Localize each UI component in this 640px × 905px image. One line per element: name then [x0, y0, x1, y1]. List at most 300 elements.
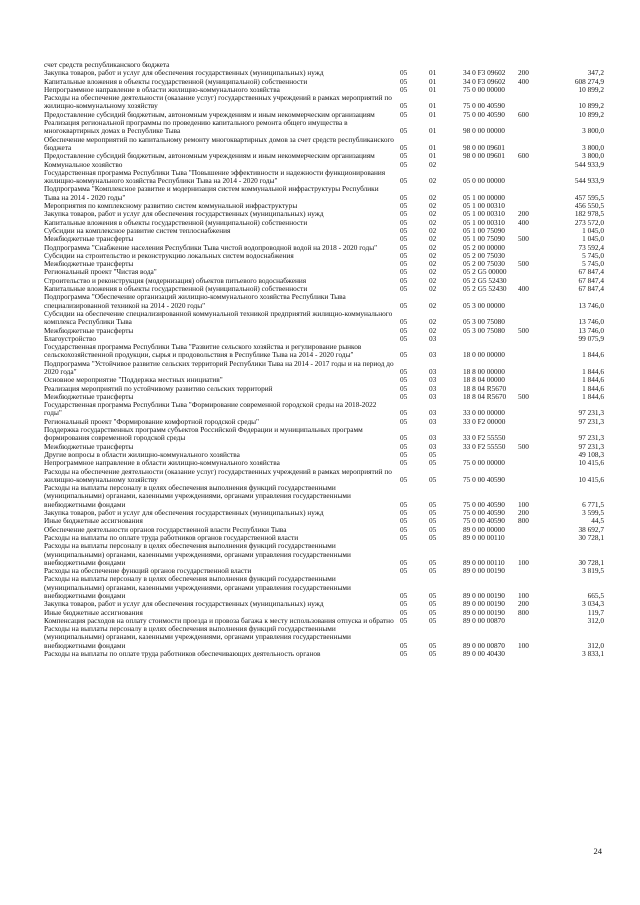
- row-rz: 05: [400, 441, 408, 451]
- row-vr: 100: [518, 591, 529, 600]
- row-name: Расходы на выплаты персоналу в целях обеспечения выполнения функций государственными (муниципальными) органами, казенными учреждениями, органами управления государственными внебюджетными фондами: [44, 574, 351, 600]
- row-sum: 73 592,4: [578, 242, 604, 252]
- table-row: [44, 136, 612, 153]
- page-number: 24: [593, 846, 602, 856]
- row-name: Иные бюджетные ассигнования: [44, 517, 143, 526]
- row-rz: 05: [400, 458, 408, 468]
- row-rz: 05: [400, 209, 408, 219]
- row-cs: 05 1 00 00310: [463, 201, 505, 211]
- row-cs: 75 0 00 40590: [463, 508, 505, 518]
- row-pr: 05: [429, 458, 437, 468]
- row-rz: 05: [400, 499, 408, 509]
- row-vr: 600: [518, 151, 529, 161]
- row-name: Межбюджетные трансферты: [44, 235, 134, 244]
- row-cs: 05 1 00 75090: [463, 225, 505, 235]
- row-sum: 3 819,5: [582, 566, 604, 576]
- row-sum: 1 045,0: [582, 225, 604, 235]
- row-cs: 05 3 00 00000: [463, 300, 505, 310]
- row-vr: 400: [518, 76, 529, 86]
- row-rz: 05: [400, 76, 408, 86]
- row-sum: 182 978,5: [574, 209, 604, 219]
- row-name: Региональный проект "Чистая вода": [44, 268, 157, 277]
- row-name: Строительство и реконструкция (модернизация) объектов питьевого водоснабжения: [44, 276, 307, 285]
- row-rz: 05: [400, 151, 408, 161]
- row-cs: 05 3 00 75080: [463, 317, 505, 327]
- row-vr: 500: [518, 391, 529, 401]
- row-rz: 05: [400, 300, 408, 310]
- table-row: [44, 625, 612, 650]
- row-sum: 312,0: [587, 615, 604, 625]
- row-cs: 33 0 00 00000: [463, 408, 505, 418]
- row-cs: 05 1 00 00310: [463, 209, 505, 219]
- row-sum: 97 231,3: [578, 416, 604, 426]
- table-row: [44, 451, 612, 459]
- table-row: [44, 575, 612, 600]
- row-cs: 89 0 00 00190: [463, 566, 505, 576]
- row-sum: 67 847,4: [578, 284, 604, 294]
- row-cs: 89 0 00 00190: [463, 599, 505, 609]
- row-vr: 600: [518, 109, 529, 119]
- row-rz: 05: [400, 566, 408, 576]
- row-name: Капитальные вложения в объекты государственной (муниципальной) собственности: [44, 218, 308, 227]
- table-row: [44, 360, 612, 377]
- row-pr: 03: [429, 391, 437, 401]
- row-name: Реализация мероприятий по устойчивому развитию сельских территорий: [44, 384, 273, 393]
- row-vr: 800: [518, 516, 529, 526]
- row-rz: 05: [400, 557, 408, 567]
- row-pr: 03: [429, 366, 437, 376]
- row-pr: 03: [429, 383, 437, 393]
- table-row: [44, 119, 612, 136]
- row-vr: 200: [518, 209, 529, 219]
- row-pr: 05: [429, 607, 437, 617]
- row-cs: 89 0 00 00870: [463, 640, 505, 650]
- row-pr: 02: [429, 275, 437, 285]
- row-name: Расходы на выплаты по оплате труда работников обеспечивающих деятельность органов: [44, 650, 321, 659]
- row-sum: 44,5: [591, 516, 604, 526]
- row-cs: 34 0 F3 09602: [463, 76, 506, 86]
- table-row: [44, 310, 612, 327]
- row-cs: 89 0 00 00190: [463, 607, 505, 617]
- row-sum: 49 108,3: [578, 449, 604, 459]
- row-cs: 89 0 00 00870: [463, 615, 505, 625]
- row-pr: 05: [429, 566, 437, 576]
- row-cs: 05 2 G5 52430: [463, 284, 507, 294]
- row-rz: 05: [400, 649, 408, 659]
- row-sum: 119,7: [587, 607, 604, 617]
- row-name: Обеспечение деятельности органов государственной власти Республики Тыва: [44, 525, 287, 534]
- row-rz: 05: [400, 142, 408, 152]
- row-pr: 02: [429, 176, 437, 186]
- row-cs: 75 0 00 40590: [463, 499, 505, 509]
- row-sum: 3 034,3: [582, 599, 604, 609]
- row-cs: 05 1 00 75090: [463, 234, 505, 244]
- budget-table: [44, 61, 612, 658]
- row-pr: 01: [429, 142, 437, 152]
- row-pr: 02: [429, 284, 437, 294]
- row-pr: 05: [429, 615, 437, 625]
- row-rz: 05: [400, 126, 408, 136]
- row-name: Компенсация расходов на оплату стоимости проезда и провоза багажа к месту использования отпуска и обратно: [44, 615, 394, 625]
- row-sum: 273 572,0: [574, 217, 604, 227]
- row-name: Расходы на выплаты персоналу в целях обеспечения выполнения функций государственными (муниципальными) органами, казенными учреждениями, органами управления государственными внебюджетными фондами: [44, 541, 351, 567]
- row-rz: 05: [400, 192, 408, 202]
- row-name: Иные бюджетные ассигнования: [44, 608, 143, 617]
- row-name: Расходы на обеспечение деятельности (оказание услуг) государственных учреждений в рамках мероприятий по жилищно-коммунальному хозяйству: [44, 93, 392, 111]
- row-name: Подпрограмма "Комплексное развитие и модернизация систем коммунальной инфраструктуры Республики Тыва на 2014 - 2020 годы": [44, 184, 379, 202]
- row-rz: 05: [400, 607, 408, 617]
- row-cs: 05 2 G5 52430: [463, 275, 507, 285]
- row-name: Региональный проект "Формирование комфортной городской среды": [44, 417, 260, 426]
- row-name: Коммунальное хозяйство: [44, 160, 123, 169]
- row-sum: 457 595,5: [574, 192, 604, 202]
- row-name: Подпрограмма "Устойчивое развитие сельских территорий Республики Тыва на 2014 - 2017 годы и на период до 2020 года": [44, 358, 394, 376]
- row-pr: 02: [429, 250, 437, 260]
- row-pr: 05: [429, 449, 437, 459]
- row-pr: 05: [429, 474, 437, 484]
- table-row: [44, 152, 612, 160]
- row-sum: 347,2: [587, 68, 604, 78]
- row-cs: 18 8 00 00000: [463, 366, 505, 376]
- row-pr: 05: [429, 640, 437, 650]
- row-sum: 97 231,3: [578, 408, 604, 418]
- row-vr: 400: [518, 217, 529, 227]
- row-sum: 99 075,9: [578, 333, 604, 343]
- row-rz: 05: [400, 159, 408, 169]
- row-rz: 05: [400, 640, 408, 650]
- table-row: [44, 443, 612, 451]
- row-pr: 02: [429, 259, 437, 269]
- row-name: Предоставление субсидий бюджетным, автономным учреждениям и иным некоммерческим организациям: [44, 151, 375, 161]
- row-sum: 6 771,5: [582, 499, 604, 509]
- row-pr: 03: [429, 350, 437, 360]
- row-sum: 67 847,4: [578, 275, 604, 285]
- row-pr: 05: [429, 524, 437, 534]
- row-pr: 02: [429, 201, 437, 211]
- row-rz: 05: [400, 201, 408, 211]
- row-cs: 05 2 00 75030: [463, 250, 505, 260]
- row-name: Основное мероприятие "Поддержка местных инициатив": [44, 376, 223, 385]
- table-row: [44, 484, 612, 509]
- table-row: [44, 526, 612, 534]
- row-name: Капитальные вложения в объекты государственной (муниципальной) собственности: [44, 285, 308, 294]
- row-sum: 67 847,4: [578, 267, 604, 277]
- row-cs: 75 0 00 40590: [463, 474, 505, 484]
- table-row: [44, 343, 612, 360]
- row-sum: 10 899,2: [578, 101, 604, 111]
- row-name: Закупка товаров, работ и услуг для обеспечения государственных (муниципальных) нужд: [44, 69, 324, 78]
- row-vr: 100: [518, 640, 529, 650]
- row-cs: 75 0 00 40590: [463, 516, 505, 526]
- row-rz: 05: [400, 284, 408, 294]
- row-pr: 03: [429, 375, 437, 385]
- row-pr: 02: [429, 242, 437, 252]
- row-pr: 02: [429, 325, 437, 335]
- row-name: Субсидии на строительство и реконструкцию локальных систем водоснабжения: [44, 251, 294, 260]
- row-vr: 200: [518, 68, 529, 78]
- row-sum: 10 899,2: [578, 84, 604, 94]
- row-pr: 05: [429, 508, 437, 518]
- row-sum: 30 728,1: [578, 532, 604, 542]
- row-cs: 18 8 04 R5670: [463, 391, 507, 401]
- row-vr: 200: [518, 599, 529, 609]
- row-rz: 05: [400, 317, 408, 327]
- row-sum: 1 844,6: [582, 375, 604, 385]
- row-pr: 02: [429, 159, 437, 169]
- row-cs: 98 0 00 09601: [463, 142, 505, 152]
- row-rz: 05: [400, 615, 408, 625]
- row-rz: 05: [400, 84, 408, 94]
- row-sum: 97 231,3: [578, 441, 604, 451]
- table-row: [44, 650, 612, 658]
- row-rz: 05: [400, 275, 408, 285]
- row-name: Благоустройство: [44, 334, 96, 343]
- row-vr: 500: [518, 325, 529, 335]
- row-rz: 05: [400, 217, 408, 227]
- row-sum: 10 899,2: [578, 109, 604, 119]
- row-name: Государственная программа Республики Тыва "Повышение эффективности и надежности функционирования жилищно-коммунального хозяйства Республики Тыва на 2014 - 2020 годы": [44, 167, 386, 186]
- row-sum: 1 844,6: [582, 383, 604, 393]
- row-sum: 1 844,6: [582, 366, 604, 376]
- row-pr: 01: [429, 126, 437, 136]
- row-cs: 89 0 00 00110: [463, 532, 505, 542]
- row-sum: 38 692,7: [578, 524, 604, 534]
- row-cs: 75 0 00 00000: [463, 84, 505, 94]
- row-rz: 05: [400, 524, 408, 534]
- row-sum: 13 746,0: [578, 325, 604, 335]
- row-name: Межбюджетные трансферты: [44, 392, 134, 401]
- table-row: [44, 426, 612, 443]
- row-cs: 75 0 00 40590: [463, 101, 505, 111]
- row-pr: 05: [429, 532, 437, 542]
- table-row: [44, 94, 612, 111]
- table-row: [44, 169, 612, 186]
- row-rz: 05: [400, 532, 408, 542]
- row-rz: 05: [400, 225, 408, 235]
- row-pr: 02: [429, 234, 437, 244]
- row-name: счет средств республиканского бюджета: [44, 61, 170, 69]
- row-rz: 05: [400, 325, 408, 335]
- row-cs: 75 0 00 00000: [463, 458, 505, 468]
- row-name: Расходы на обеспечение деятельности (оказание услуг) государственных учреждений в рамках мероприятий по жилищно-коммунальному хозяйству: [44, 466, 392, 484]
- row-rz: 05: [400, 508, 408, 518]
- row-pr: 02: [429, 192, 437, 202]
- row-cs: 05 2 00 75030: [463, 259, 505, 269]
- row-name: Непрограммное направление в области жилищно-коммунального хозяйства: [44, 459, 280, 468]
- row-rz: 05: [400, 176, 408, 186]
- row-name: Закупка товаров, работ и услуг для обеспечения государственных (муниципальных) нужд: [44, 600, 324, 609]
- row-sum: 312,0: [587, 640, 604, 650]
- row-rz: 05: [400, 250, 408, 260]
- row-cs: 18 8 04 R5670: [463, 383, 507, 393]
- row-cs: 05 2 00 00000: [463, 242, 505, 252]
- row-vr: 500: [518, 259, 529, 269]
- row-pr: 01: [429, 76, 437, 86]
- row-pr: 02: [429, 225, 437, 235]
- row-rz: 05: [400, 242, 408, 252]
- row-cs: 05 1 00 00310: [463, 217, 505, 227]
- row-pr: 05: [429, 649, 437, 659]
- row-sum: 3 800,0: [582, 151, 604, 161]
- row-sum: 544 933,9: [574, 159, 604, 169]
- row-cs: 89 0 00 40430: [463, 649, 505, 659]
- table-row: [44, 260, 612, 268]
- row-name: Расходы на выплаты персоналу в целях обеспечения выполнения функций государственными (муниципальными) органами, казенными учреждениями, органами управления государственными внебюджетными фондами: [44, 483, 351, 509]
- row-rz: 05: [400, 259, 408, 269]
- row-pr: 01: [429, 109, 437, 119]
- row-pr: 02: [429, 217, 437, 227]
- row-sum: 3 800,0: [582, 126, 604, 136]
- row-sum: 30 728,1: [578, 557, 604, 567]
- row-name: Непрограммное направление в области жилищно-коммунального хозяйства: [44, 85, 280, 94]
- table-row: [44, 293, 612, 310]
- row-pr: 02: [429, 317, 437, 327]
- row-sum: 13 746,0: [578, 300, 604, 310]
- row-name: Государственная программа Республики Тыва "Формирование современной городской среды на 2018-2022 годы": [44, 400, 377, 418]
- row-name: Мероприятия по комплексному развитию систем коммунальной инфраструктуры: [44, 202, 298, 211]
- row-vr: 100: [518, 557, 529, 567]
- row-pr: 05: [429, 599, 437, 609]
- row-cs: 33 0 F2 55550: [463, 441, 506, 451]
- row-vr: 200: [518, 508, 529, 518]
- row-sum: 1 844,6: [582, 350, 604, 360]
- row-vr: 500: [518, 234, 529, 244]
- row-sum: 5 745,0: [582, 259, 604, 269]
- row-sum: 1 844,6: [582, 391, 604, 401]
- row-rz: 05: [400, 350, 408, 360]
- row-rz: 05: [400, 516, 408, 526]
- row-sum: 456 550,5: [574, 201, 604, 211]
- row-cs: 05 3 00 75080: [463, 325, 505, 335]
- row-cs: 98 0 00 09601: [463, 151, 505, 161]
- row-rz: 05: [400, 433, 408, 443]
- row-cs: 05 0 00 00000: [463, 176, 505, 186]
- row-cs: 33 0 F2 00000: [463, 416, 506, 426]
- row-name: Субсидии на обеспечение специализированной коммунальной техникой предприятий жилищно-коммунального комплекса Республики Тыва: [44, 308, 393, 327]
- row-vr: 800: [518, 607, 529, 617]
- row-vr: 500: [518, 441, 529, 451]
- row-pr: 03: [429, 408, 437, 418]
- row-cs: 34 0 F3 09602: [463, 68, 506, 78]
- row-rz: 05: [400, 449, 408, 459]
- row-rz: 05: [400, 474, 408, 484]
- row-name: Расходы на обеспечение функций органов государственной власти: [44, 567, 252, 576]
- table-row: [44, 327, 612, 335]
- row-name: Предоставление субсидий бюджетным, автономным учреждениям и иным некоммерческим организациям: [44, 109, 375, 119]
- row-name: Подпрограмма "Обеспечение организаций жилищно-коммунального хозяйства Республики Тыва специализированной техникой на 2014 - 2020 годы": [44, 292, 346, 310]
- table-row: [44, 468, 612, 485]
- row-name: Другие вопросы в области жилищно-коммунального хозяйства: [44, 450, 240, 459]
- row-pr: 05: [429, 499, 437, 509]
- row-rz: 05: [400, 391, 408, 401]
- row-rz: 05: [400, 416, 408, 426]
- table-row: [44, 376, 612, 384]
- row-pr: 05: [429, 516, 437, 526]
- row-rz: 05: [400, 68, 408, 78]
- row-sum: 5 745,0: [582, 250, 604, 260]
- row-cs: 75 0 00 40590: [463, 109, 505, 119]
- row-rz: 05: [400, 408, 408, 418]
- row-vr: 100: [518, 499, 529, 509]
- row-sum: 10 415,6: [578, 458, 604, 468]
- row-rz: 05: [400, 109, 408, 119]
- row-rz: 05: [400, 333, 408, 343]
- row-cs: 05 2 G5 00000: [463, 267, 507, 277]
- row-sum: 13 746,0: [578, 317, 604, 327]
- table-row: [44, 401, 612, 418]
- table-row: [44, 517, 612, 525]
- table-row: [44, 268, 612, 276]
- row-pr: 01: [429, 101, 437, 111]
- row-sum: 665,5: [587, 591, 604, 600]
- row-pr: 05: [429, 557, 437, 567]
- row-rz: 05: [400, 599, 408, 609]
- row-vr: 400: [518, 284, 529, 294]
- row-name: Обеспечение мероприятий по капитальному ремонту многоквартирных домов за счет средств республиканского бюджета: [44, 134, 394, 152]
- row-rz: 05: [400, 383, 408, 393]
- row-name: Закупка товаров, работ и услуг для обеспечения государственных (муниципальных) нужд: [44, 509, 324, 518]
- row-name: Расходы на выплаты по оплате труда работников органов государственной власти: [44, 533, 299, 542]
- row-pr: 03: [429, 333, 437, 343]
- row-rz: 05: [400, 267, 408, 277]
- row-pr: 03: [429, 416, 437, 426]
- row-sum: 544 933,9: [574, 176, 604, 186]
- row-name: Межбюджетные трансферты: [44, 260, 134, 269]
- row-name: Межбюджетные трансферты: [44, 442, 134, 451]
- row-pr: 02: [429, 209, 437, 219]
- row-pr: 03: [429, 433, 437, 443]
- table-row: [44, 244, 612, 252]
- row-name: Капитальные вложения в объекты государственной (муниципальной) собственности: [44, 77, 308, 86]
- table-row: [44, 78, 612, 86]
- row-name: Государственная программа Республики Тыва "Развитие сельского хозяйства и регулирование рынков сельскохозяйственной продукции, сырья и продовольствия в Республике Тыва на 2014 - 2020 годы": [44, 342, 362, 360]
- row-cs: 89 0 00 00190: [463, 591, 505, 600]
- row-pr: 01: [429, 151, 437, 161]
- row-cs: 89 0 00 00110: [463, 557, 505, 567]
- row-name: Межбюджетные трансферты: [44, 326, 134, 335]
- row-rz: 05: [400, 375, 408, 385]
- row-sum: 3 800,0: [582, 142, 604, 152]
- row-sum: 97 231,3: [578, 433, 604, 443]
- row-sum: 608 274,9: [574, 76, 604, 86]
- row-cs: 33 0 F2 55550: [463, 433, 506, 443]
- row-name: Подпрограмма "Снабжение населения Республики Тыва чистой водопроводной водой на 2018 - 2020 годы": [44, 242, 378, 252]
- table-row: [44, 542, 612, 567]
- row-rz: 05: [400, 591, 408, 600]
- row-pr: 02: [429, 267, 437, 277]
- row-pr: 02: [429, 300, 437, 310]
- row-sum: 3 599,5: [582, 508, 604, 518]
- row-sum: 10 415,6: [578, 474, 604, 484]
- row-name: Реализация региональной программы по проведению капитального ремонта общего имущества в многоквартирных домах в Республике Тыва: [44, 118, 348, 136]
- row-cs: 98 0 00 00000: [463, 126, 505, 136]
- row-pr: 01: [429, 68, 437, 78]
- row-name: Поддержка государственных программ субъектов Российской Федерации и муниципальных программ формирования современной городской среды: [44, 425, 363, 443]
- row-rz: 05: [400, 101, 408, 111]
- row-cs: 18 8 04 00000: [463, 375, 505, 385]
- row-pr: 01: [429, 84, 437, 94]
- row-cs: 18 0 00 00000: [463, 350, 505, 360]
- row-cs: 05 1 00 00000: [463, 192, 505, 202]
- row-pr: 03: [429, 441, 437, 451]
- row-name: Закупка товаров, работ и услуг для обеспечения государственных (муниципальных) нужд: [44, 210, 324, 219]
- row-rz: 05: [400, 234, 408, 244]
- table-row: [44, 219, 612, 227]
- table-row: [44, 185, 612, 202]
- row-sum: 3 833,1: [582, 649, 604, 659]
- row-sum: 1 045,0: [582, 234, 604, 244]
- row-cs: 89 0 00 00000: [463, 524, 505, 534]
